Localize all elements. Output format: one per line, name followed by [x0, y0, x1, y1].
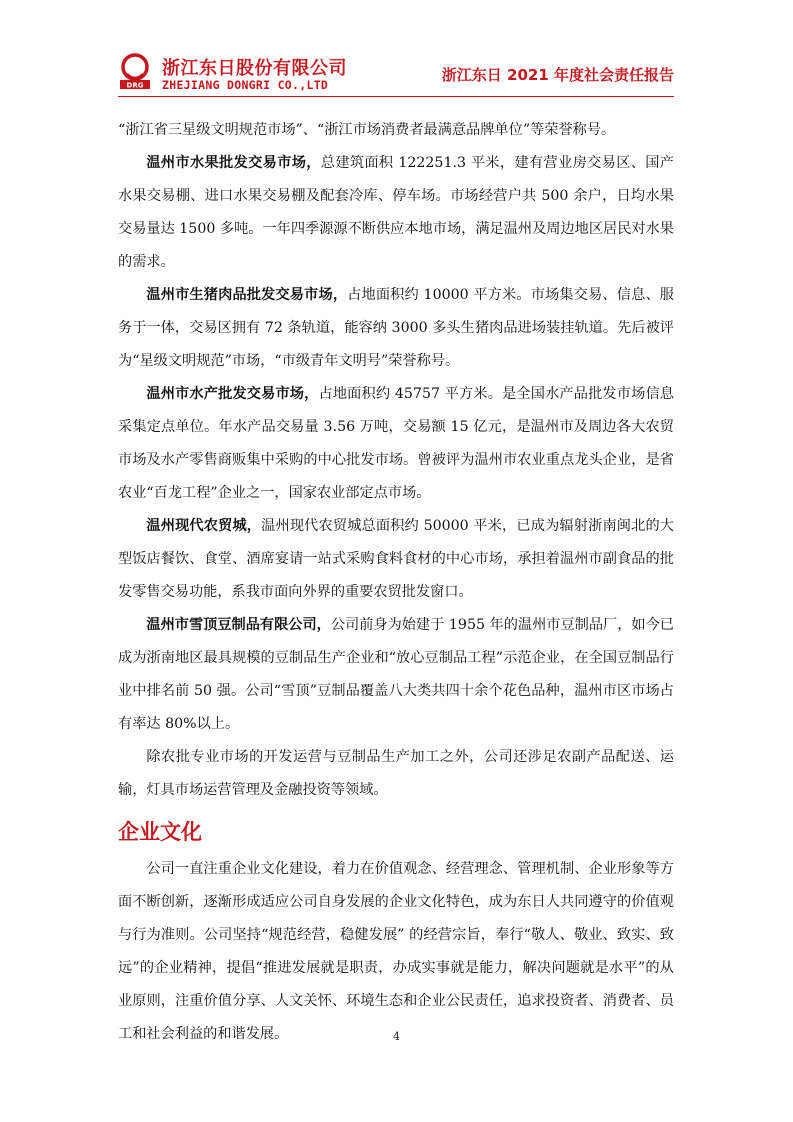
paragraph-seafood-market [118, 378, 674, 510]
paragraph-other-business [118, 741, 674, 807]
paragraph-title: 温州市雪顶豆制品有限公司， [146, 617, 331, 633]
company-name-en: ZHEJIANG DONGRI CO.,LTD [162, 78, 329, 92]
page-content [118, 114, 674, 1051]
logo-text: DRG [126, 81, 144, 90]
page-number: 4 [393, 1030, 400, 1043]
paragraph-agri-trade-city [118, 510, 674, 609]
company-logo-icon [118, 52, 152, 90]
paragraph-text: 温州现代农贸城总面积约 50000 平米，已成为辐射浙南闽北的大型饭店餐饮、食堂、酒席宴请一站式采购食料食材的中心市场，承担着温州市副食品的批发零售交易功能，系我市面向外界的重要农贸批发窗口。 [118, 518, 674, 600]
paragraph-text: 占地面积约 45757 平方米。是全国水产品批发市场信息采集定点单位。年水产品交易量 3.56 万吨，交易额 15 亿元，是温州市及周边各大农贸市场及水产零售商贩集中采购的中心批发市场。曾被评为温州市农业重点龙头企业，是省农业“百龙工程”企业之一，国家农业部定点市场。 [118, 386, 674, 501]
paragraph-text: 占地面积约 10000 平方米。市场集交易、信息、服务于一体，交易区拥有 72 条轨道，能容纳 3000 多头生猪肉品进场装挂轨道。先后被评为“星级文明规范”市场，“市级青年文明号”荣誉称号。 [118, 287, 674, 369]
header-divider [118, 96, 674, 97]
section-heading-culture: 企业文化 [118, 820, 202, 844]
company-name-cn: 浙江东日股份有限公司 [162, 58, 347, 79]
paragraph-text: 除农批专业市场的开发运营与豆制品生产加工之外，公司还涉足农副产品配送、运输，灯具市场运营管理及金融投资等领域。 [118, 749, 674, 798]
paragraph-pork-market [118, 279, 674, 378]
paragraph-text: “浙江省三星级文明规范市场”、“浙江市场消费者最满意品牌单位”等荣誉称号。 [118, 122, 616, 138]
paragraph-text: 总建筑面积 122251.3 平米，建有营业房交易区、国产水果交易棚、进口水果交易棚及配套冷库、停车场。市场经营户共 500 余户，日均水果交易量达 1500 多吨。一年四季源源不断供应本地市场，满足温州及周边地区居民对水果的需求。 [118, 155, 674, 270]
paragraph-title: 温州市水产批发交易市场， [146, 386, 319, 402]
paragraph-culture [118, 853, 674, 1051]
page-header [118, 50, 674, 98]
paragraph-title: 温州市生猪肉品批发交易市场， [146, 287, 348, 303]
paragraph-title: 温州市水果批发交易市场， [146, 155, 321, 171]
paragraph-fruit-market [118, 147, 674, 279]
paragraph-honors [118, 114, 674, 147]
report-title: 浙江东日 2021 年度社会责任报告 [441, 66, 674, 84]
paragraph-text: 公司前身为始建于 1955 年的温州市豆制品厂，如今已成为浙南地区最具规模的豆制品生产企业和“放心豆制品工程”示范企业，在全国豆制品行业中排名前 50 强。公司“雪顶”豆制品覆盖八大类共四十余个花色品种，温州市区市场占有率达 80%以上。 [118, 617, 674, 732]
paragraph-title: 温州现代农贸城， [146, 518, 262, 534]
paragraph-tofu-company [118, 609, 674, 741]
paragraph-text: 公司一直注重企业文化建设，着力在价值观念、经营理念、管理机制、企业形象等方面不断创新，逐渐形成适应公司自身发展的企业文化特色，成为东日人共同遵守的价值观与行为准则。公司坚持“规范经营，稳健发展” 的经营宗旨，奉行“敬人、敬业、致实、致远”的企业精神，提倡“推进发展就是职责，办成实事就是能力，解决问题就是水平”的从业原则，注重价值分享、人文关怀、环境生态和企业公民责任，追求投资者、消费者、员工和社会利益的和谐发展。 [118, 861, 674, 1042]
